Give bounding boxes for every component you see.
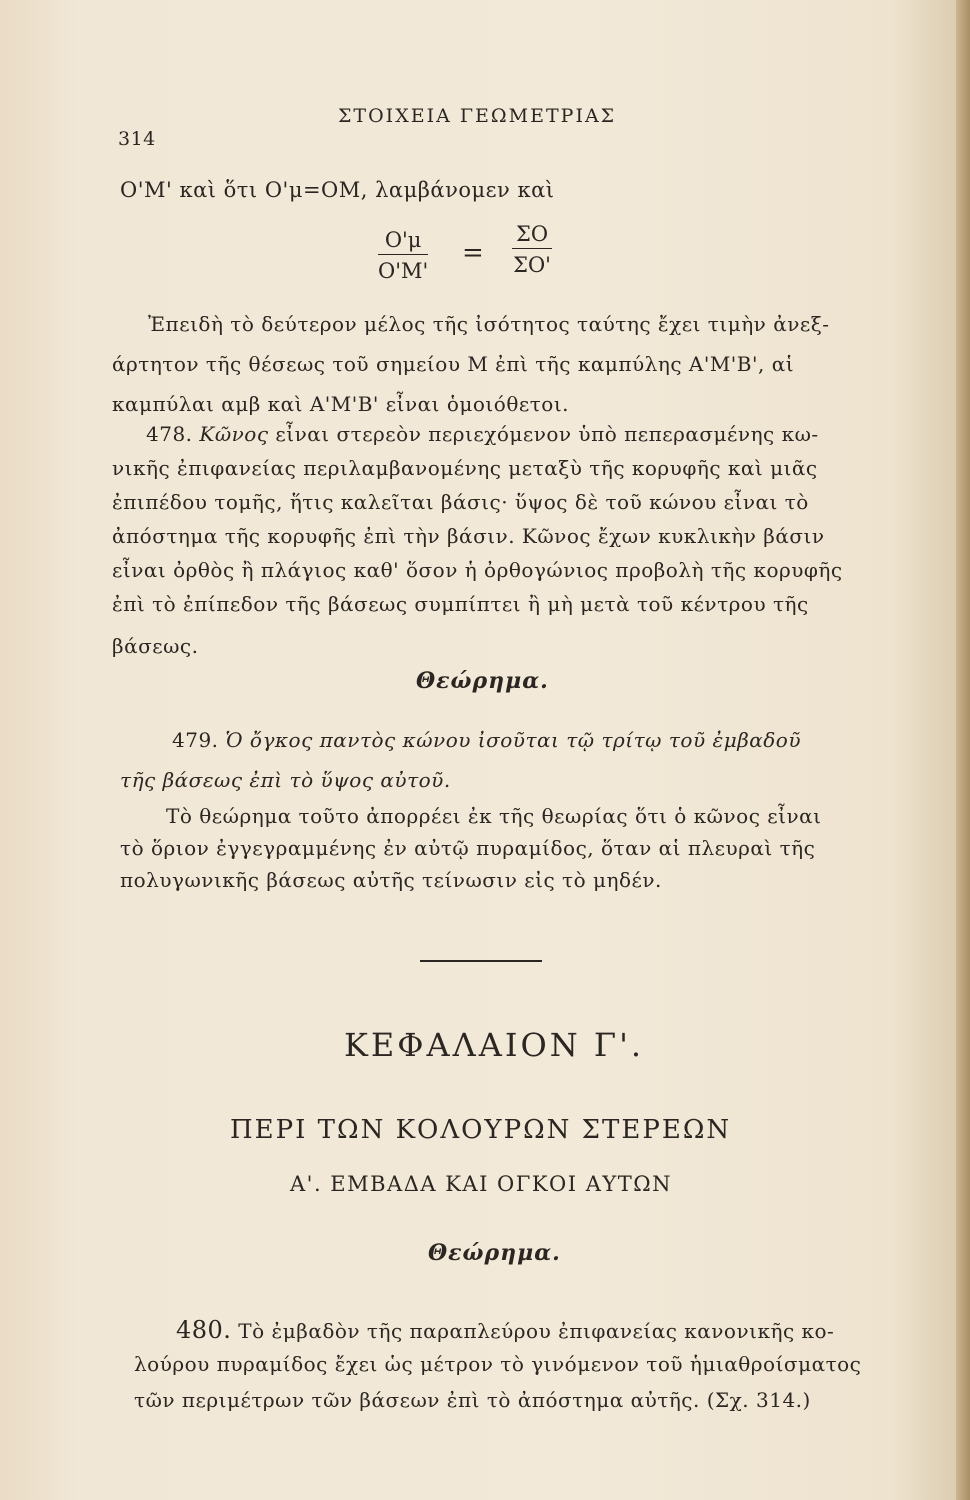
- para-479-line-3: Τὸ θεώρημα τοῦτο ἀπορρέει ἐκ τῆς θεωρίας ὅτι ὁ κῶνος εἶναι: [166, 804, 822, 828]
- para-480-line-2: λούρου πυραμίδος ἔχει ὡς μέτρον τὸ γινόμενον τοῦ ἡμιαθροίσματος: [134, 1352, 862, 1376]
- para-478-number: 478.: [146, 422, 193, 446]
- para-478-line-4: ἀπόστημα τῆς κορυφῆς ἐπὶ τὴν βάσιν. Κῶνος ἔχων κυκλικὴν βάσιν: [112, 524, 825, 548]
- intro-line: Ο'Μ' καὶ ὅτι Ο'μ=ΟΜ, λαμβάνομεν καὶ: [120, 178, 555, 202]
- para-478-line-3: ἐπιπέδου τομῆς, ἥτις καλεῖται βάσις· ὕψος δὲ τοῦ κώνου εἶναι τὸ: [112, 490, 809, 514]
- chapter-title: ΚΕΦΑΛΑΙΟΝ Γ'.: [344, 1026, 645, 1064]
- running-title: ΣΤΟΙΧΕΙΑ ΓΕΩΜΕΤΡΙΑΣ: [338, 105, 617, 127]
- para-478-line-2: νικῆς ἐπιφανείας περιλαμβανομένης μεταξὺ τῆς κορυφῆς καὶ μιᾶς: [112, 456, 818, 480]
- para-478-first-rest: εἶναι στερεὸν περιεχόμενον ὑπὸ πεπερασμένης κω-: [275, 422, 819, 446]
- para-478-line-1: [146, 422, 819, 446]
- equation-right-numerator: ΣΟ: [512, 222, 552, 249]
- section-title: ΠΕΡΙ ΤΩΝ ΚΟΛΟΥΡΩΝ ΣΤΕΡΕΩΝ: [230, 1115, 732, 1145]
- paragraph-1-line-2: άρτητον τῆς θέσεως τοῦ σημείου Μ ἐπὶ τῆς καμπύλης Α'Μ'Β', αἱ: [112, 352, 795, 376]
- section-divider: [420, 960, 542, 962]
- equation-right-fraction: [512, 222, 552, 277]
- page-number: 314: [118, 128, 156, 150]
- paragraph-1-line-1: Ἐπειδὴ τὸ δεύτερον μέλος τῆς ἰσότητος ταύτης ἔχει τιμὴν ἀνεξ-: [148, 312, 830, 336]
- theorem-heading-1: Θεώρημα.: [416, 668, 549, 694]
- para-480-line-1: [176, 1316, 834, 1344]
- para-480-line-3: τῶν περιμέτρων τῶν βάσεων ἐπὶ τὸ ἀπόστημα αὐτῆς. (Σχ. 314.): [134, 1388, 811, 1412]
- subsection-title: Α'. ΕΜΒΑΔΑ ΚΑΙ ΟΓΚΟΙ ΑΥΤΩΝ: [290, 1172, 673, 1196]
- page-edge: [956, 0, 970, 1500]
- equation-left-denominator: Ο'Μ': [378, 259, 429, 283]
- para-479-statement-1: Ὁ ὄγκος παντὸς κώνου ἰσοῦται τῷ τρίτῳ τοῦ ἐμβαδοῦ: [225, 728, 802, 752]
- equation-left-fraction: [378, 228, 428, 283]
- para-478-term: Κῶνος: [199, 422, 269, 446]
- para-479-line-5: πολυγωνικῆς βάσεως αὐτῆς τείνωσιν εἰς τὸ μηδέν.: [120, 868, 662, 892]
- equation-right-denominator: ΣΟ': [513, 253, 551, 277]
- para-479-number: 479.: [172, 728, 219, 752]
- theorem-heading-2: Θεώρημα.: [428, 1240, 561, 1266]
- para-479-line-2: τῆς βάσεως ἐπὶ τὸ ὕψος αὐτοῦ.: [120, 768, 451, 792]
- para-479-line-1: [172, 728, 801, 752]
- paragraph-1-line-3: καμπύλαι αμβ καὶ Α'Μ'Β' εἶναι ὁμοιόθετοι.: [112, 392, 570, 416]
- para-478-line-5: εἶναι ὀρθὸς ἢ πλάγιος καθ' ὅσον ἡ ὀρθογώνιος προβολὴ τῆς κορυφῆς: [112, 558, 843, 582]
- equation-left-numerator: Ο'μ: [378, 228, 428, 255]
- para-478-line-7: βάσεως.: [112, 634, 199, 658]
- equation-equals: =: [462, 238, 485, 268]
- para-480-first-rest: Τὸ ἐμβαδὸν τῆς παραπλεύρου ἐπιφανείας κανονικῆς κο-: [238, 1319, 835, 1343]
- para-479-line-4: τὸ ὅριον ἐγγεγραμμένης ἐν αὐτῷ πυραμίδος, ὅταν αἱ πλευραὶ τῆς: [120, 836, 816, 860]
- para-480-number: 480.: [176, 1316, 232, 1344]
- para-478-line-6: ἐπὶ τὸ ἐπίπεδον τῆς βάσεως συμπίπτει ἢ μὴ μετὰ τοῦ κέντρου τῆς: [112, 592, 809, 616]
